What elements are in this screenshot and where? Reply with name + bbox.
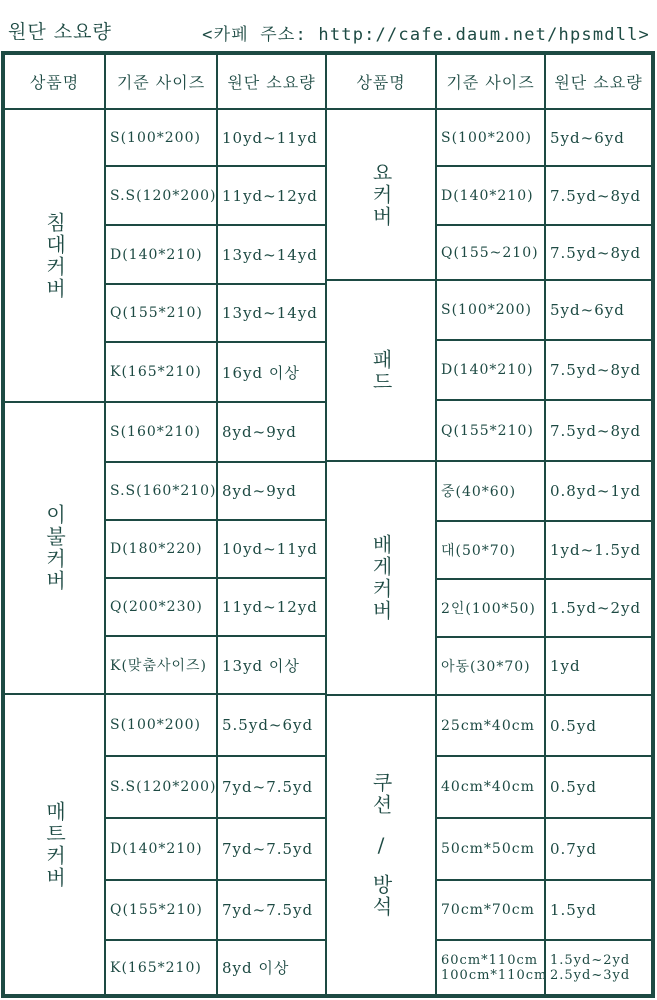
amount-cell: 1yd <box>545 637 652 695</box>
amount-cell: 8yd~9yd <box>217 402 326 462</box>
size-cell: D(140*210) <box>436 166 545 225</box>
group-mat-cover: 요커버 <box>326 109 436 280</box>
amount-cell: 13yd 이상 <box>217 636 326 694</box>
amount-cell: 0.5yd <box>545 695 652 756</box>
amount-cell: 1.5yd~2yd <box>545 579 652 637</box>
amount-cell: 10yd~11yd <box>217 520 326 578</box>
header-amount-left: 원단 소요량 <box>217 54 326 109</box>
amount-cell: 8yd~9yd <box>217 462 326 520</box>
size-cell: 25cm*40cm <box>436 695 545 756</box>
amount-cell: 16yd 이상 <box>217 342 326 402</box>
size-cell: K(맞춤사이즈) <box>105 636 217 694</box>
header-amount-right: 원단 소요량 <box>545 54 652 109</box>
amount-cell: 7.5yd~8yd <box>545 340 652 400</box>
amount-cell: 5.5yd~6yd <box>217 694 326 756</box>
page-title: 원단 소요량 <box>8 21 112 43</box>
group-pillow-cover: 배게커버 <box>326 461 436 695</box>
size-cell: K(165*210) <box>105 940 217 995</box>
group-mattress-cover: 매트커버 <box>4 694 105 995</box>
size-cell: D(140*210) <box>105 818 217 880</box>
size-cell: D(180*220) <box>105 520 217 578</box>
amount-cell: 1yd~1.5yd <box>545 521 652 579</box>
amount-cell: 7yd~7.5yd <box>217 818 326 880</box>
size-cell: S(100*200) <box>436 109 545 166</box>
amount-cell: 7yd~7.5yd <box>217 880 326 940</box>
amount-cell: 7.5yd~8yd <box>545 166 652 225</box>
header-product-right: 상품명 <box>326 54 436 109</box>
size-cell: D(140*210) <box>105 225 217 284</box>
amount-cell: 8yd 이상 <box>217 940 326 995</box>
size-cell: 대(50*70) <box>436 521 545 579</box>
header-size-left: 기준 사이즈 <box>105 54 217 109</box>
group-cushion: 쿠션 / 방석 <box>326 695 436 995</box>
size-cell: Q(155*210) <box>436 400 545 461</box>
size-cell: 70cm*70cm <box>436 880 545 940</box>
size-cell: K(165*210) <box>105 342 217 402</box>
size-cell: S(160*210) <box>105 402 217 462</box>
header-size-right: 기준 사이즈 <box>436 54 545 109</box>
group-pad: 패드 <box>326 280 436 461</box>
fabric-table <box>1 51 655 998</box>
amount-cell: 7.5yd~8yd <box>545 400 652 461</box>
amount-cell: 13yd~14yd <box>217 225 326 284</box>
size-cell-double: 60cm*110cm 100cm*110cm <box>436 940 545 995</box>
amount-cell: 0.8yd~1yd <box>545 461 652 521</box>
amount-cell-double: 1.5yd~2yd 2.5yd~3yd <box>545 940 652 995</box>
amount-cell: 7.5yd~8yd <box>545 225 652 280</box>
group-duvet-cover: 이불커버 <box>4 402 105 694</box>
amount-cell: 5yd~6yd <box>545 280 652 340</box>
size-cell: 아동(30*70) <box>436 637 545 695</box>
group-bed-cover: 침대커버 <box>4 109 105 402</box>
amount-cell: 7yd~7.5yd <box>217 756 326 818</box>
size-cell: S(100*200) <box>105 694 217 756</box>
cafe-address: <카페 주소: http://cafe.daum.net/hpsmdll> <box>202 25 650 45</box>
size-cell: Q(155*210) <box>105 284 217 342</box>
size-cell: S(100*200) <box>105 109 217 166</box>
size-cell: 50cm*50cm <box>436 818 545 880</box>
amount-cell: 13yd~14yd <box>217 284 326 342</box>
amount-cell: 10yd~11yd <box>217 109 326 166</box>
amount-cell: 11yd~12yd <box>217 578 326 636</box>
size-cell: S.S(120*200) <box>105 166 217 225</box>
size-cell: S.S(160*210) <box>105 462 217 520</box>
size-cell: Q(155~210) <box>436 225 545 280</box>
size-cell: 2인(100*50) <box>436 579 545 637</box>
amount-cell: 1.5yd <box>545 880 652 940</box>
size-cell: Q(200*230) <box>105 578 217 636</box>
size-cell: S(100*200) <box>436 280 545 340</box>
size-cell: 40cm*40cm <box>436 756 545 818</box>
amount-cell: 5yd~6yd <box>545 109 652 166</box>
amount-cell: 11yd~12yd <box>217 166 326 225</box>
size-cell: Q(155*210) <box>105 880 217 940</box>
size-cell: D(140*210) <box>436 340 545 400</box>
amount-cell: 0.5yd <box>545 756 652 818</box>
amount-cell: 0.7yd <box>545 818 652 880</box>
header-product-left: 상품명 <box>4 54 105 109</box>
size-cell: S.S(120*200) <box>105 756 217 818</box>
size-cell: 중(40*60) <box>436 461 545 521</box>
